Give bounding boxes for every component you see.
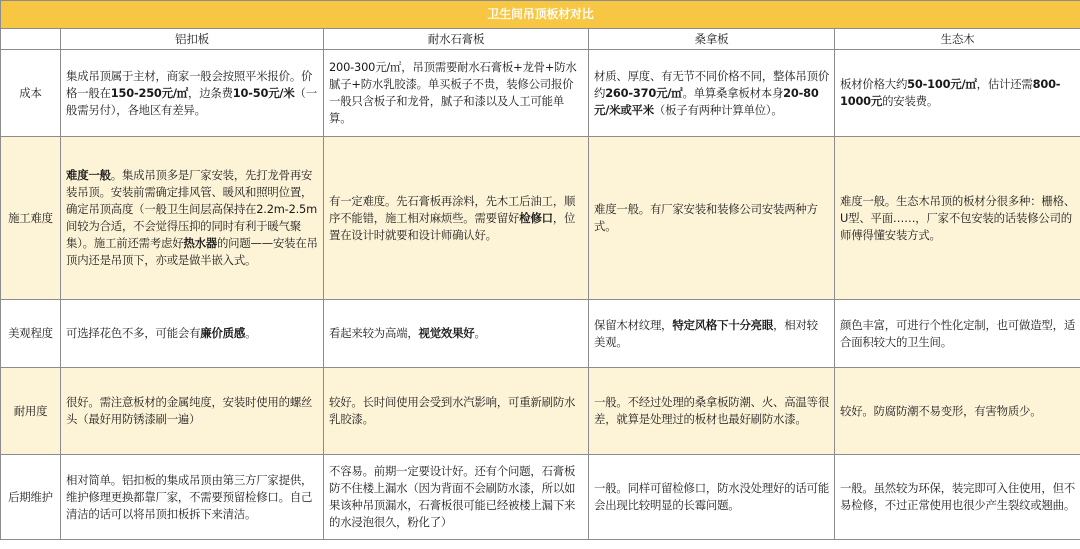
table-cell bbox=[835, 50, 1080, 137]
cell-text bbox=[594, 317, 829, 351]
emphasis-text: 10-50元/米 bbox=[232, 85, 295, 100]
cell-text bbox=[66, 472, 318, 523]
table-cell bbox=[324, 137, 589, 300]
table-cell bbox=[324, 455, 589, 540]
table-cell bbox=[589, 137, 835, 300]
table-title: 卫生间吊顶板材对比 bbox=[1, 1, 1080, 29]
cell-text bbox=[329, 394, 583, 428]
row-maintenance bbox=[1, 455, 1080, 540]
table-cell bbox=[589, 300, 835, 368]
cell-text bbox=[594, 68, 829, 119]
cell-text-segment: 集成吊顶属于主材，商家一般会按照平米报价。价格一般在 bbox=[66, 68, 313, 100]
row-aesthetics bbox=[1, 300, 1080, 368]
column-header-aluminum: 铝扣板 bbox=[61, 29, 324, 50]
row-label-cost: 成本 bbox=[1, 50, 61, 137]
row-label-difficulty: 施工难度 bbox=[1, 137, 61, 300]
cell-text-segment: 较好。长时间使用会受到水汽影响，可重新刷防水乳胶漆。 bbox=[329, 395, 576, 426]
cell-text bbox=[840, 480, 1075, 514]
table-cell bbox=[589, 455, 835, 540]
row-cost bbox=[1, 50, 1080, 137]
table-cell bbox=[589, 368, 835, 455]
cell-text-segment: ，估计还需 bbox=[976, 77, 1033, 91]
cell-text-segment: 。单算桑拿板材本身 bbox=[682, 85, 784, 100]
cell-text bbox=[329, 463, 583, 531]
column-header-sauna-board: 桑拿板 bbox=[589, 29, 835, 50]
cell-text-segment: 相对简单。铝扣板的集成吊顶由第三方厂家提供，维护修理更换都靠厂家，不需要预留检修口。自己清洁的话可以将吊顶扣板拆下来清洁。 bbox=[66, 472, 313, 521]
cell-text-segment: 看起来较为高端， bbox=[329, 326, 419, 340]
cell-text bbox=[840, 76, 1075, 110]
emphasis-text: 热水器 bbox=[183, 236, 217, 250]
cell-text-segment: 可选择花色不多，可能会有 bbox=[66, 326, 201, 340]
cell-text-segment: 一般。虽然较为环保，装完即可入住使用，但不易检修，不过正常使用也很少产生裂纹或翘曲。 bbox=[840, 481, 1076, 512]
table-cell bbox=[61, 300, 324, 368]
header-row bbox=[1, 29, 1080, 50]
cell-text bbox=[66, 167, 318, 269]
cell-text bbox=[594, 394, 829, 428]
cell-text-segment: ，边条费 bbox=[188, 85, 233, 100]
cell-text-segment: 一般。同样可留检修口，防水没处理好的话可能会出现比较明显的长霉问题。 bbox=[594, 481, 830, 512]
cell-text-segment: （一般需另付），各地区有差异。 bbox=[66, 85, 317, 117]
cell-text-segment: 的安装费。 bbox=[882, 94, 939, 108]
emphasis-text: 20-80元/米或平米 bbox=[594, 85, 819, 117]
row-label-maintenance: 后期维护 bbox=[1, 455, 61, 540]
table-cell bbox=[324, 300, 589, 368]
cell-text-segment: 保留木材纹理， bbox=[594, 317, 673, 332]
cell-text-segment: 难度一般。有厂家安装和装修公司安装两种方式。 bbox=[594, 202, 818, 233]
cell-text bbox=[329, 193, 583, 244]
corner-cell bbox=[1, 29, 61, 50]
table-cell bbox=[589, 50, 835, 137]
cell-text-segment: 的问题——安装在吊顶内还是吊顶下，亦或是做半嵌入式。 bbox=[66, 236, 318, 267]
column-header-eco-wood: 生态木 bbox=[835, 29, 1080, 50]
cell-text-segment: （板子有两种计算单位）。 bbox=[653, 102, 783, 117]
cell-text-segment: 一般。不经过处理的桑拿板防潮、火、高温等很差，就算是处理过的板材也最好刷防水漆。 bbox=[594, 395, 830, 426]
emphasis-text: 260-370元/㎡ bbox=[605, 85, 683, 100]
cell-text bbox=[840, 403, 1075, 420]
emphasis-text: 50-100元/㎡ bbox=[907, 77, 977, 91]
emphasis-text: 难度一般 bbox=[66, 168, 111, 182]
cell-text-segment: 颜色丰富，可进行个性化定制，也可做造型，适合面积较大的卫生间。 bbox=[840, 317, 1076, 349]
table-cell bbox=[61, 137, 324, 300]
cell-text bbox=[66, 68, 318, 119]
table-cell bbox=[835, 368, 1080, 455]
cell-text bbox=[594, 201, 829, 235]
table-cell bbox=[835, 300, 1080, 368]
cell-text-segment: 有一定难度。先石膏板再涂料，先木工后油工，顺序不能错，施工相对麻烦些。需要留好 bbox=[329, 193, 576, 225]
row-difficulty bbox=[1, 137, 1080, 300]
table-cell bbox=[324, 368, 589, 455]
cell-text-segment: 较好。防腐防潮不易变形，有害物质少。 bbox=[840, 403, 1042, 418]
cell-text-segment: 。集成吊顶多是厂家安装，先打龙骨再安装吊顶。安装前需确定排风管、暖风和照明位置，确定吊顶高度（一般卫生间层高保持在2.2m-2.5m间较为合适，不会觉得压抑的同时有利于暖气聚集）。施工前还需考虑好 bbox=[66, 168, 317, 250]
row-label-durability: 耐用度 bbox=[1, 368, 61, 455]
cell-text-segment: 板材价格大约 bbox=[840, 77, 908, 91]
cell-text-segment: ，位置在设计时就要和设计师确认好。 bbox=[329, 210, 576, 242]
cell-text bbox=[66, 394, 318, 428]
table-cell bbox=[61, 455, 324, 540]
emphasis-text: 特定风格下十分亮眼 bbox=[672, 317, 774, 332]
table-cell bbox=[835, 455, 1080, 540]
table-cell bbox=[835, 137, 1080, 300]
cell-text-segment: 200-300元/㎡，吊顶需要耐水石膏板+龙骨+防水腻子+防水乳胶漆。单买板子不贵，装修公司报价一般只含板子和龙骨，腻子和漆以及人工可能单算。 bbox=[329, 60, 577, 125]
row-label-aesthetics: 美观程度 bbox=[1, 300, 61, 368]
cell-text bbox=[840, 193, 1075, 244]
table-cell bbox=[324, 50, 589, 137]
column-header-gypsum: 耐水石膏板 bbox=[324, 29, 589, 50]
cell-text-segment: 不容易。前期一定要设计好。还有个问题，石膏板防不住楼上漏水（因为背面不会刷防水漆，所以如果该种吊顶漏水，石膏板很可能已经被楼上漏下来的水浸泡很久，粉化了） bbox=[329, 464, 576, 529]
row-durability bbox=[1, 368, 1080, 455]
table-cell bbox=[61, 50, 324, 137]
emphasis-text: 检修口 bbox=[519, 210, 553, 225]
cell-text bbox=[329, 59, 583, 127]
emphasis-text: 800-1000元 bbox=[840, 77, 1061, 108]
cell-text-segment: 。 bbox=[245, 326, 257, 340]
cell-text bbox=[329, 325, 583, 342]
emphasis-text: 视觉效果好 bbox=[418, 326, 475, 340]
cell-text-segment: 难度一般。生态木吊顶的板材分很多种：栅格、U型、平面……，厂家不包安装的话装修公司的师傅得懂安装方式。 bbox=[840, 193, 1076, 242]
cell-text-segment: 很好。需注意板材的金属纯度，安装时使用的螺丝头（最好用防锈漆刷一遍） bbox=[66, 395, 313, 426]
cell-text-segment: 。 bbox=[474, 326, 486, 340]
emphasis-text: 廉价质感 bbox=[200, 326, 246, 340]
cell-text bbox=[594, 480, 829, 514]
cell-text bbox=[66, 325, 318, 342]
cell-text bbox=[840, 317, 1075, 351]
cell-text-segment: 材质、厚度、有无节不同价格不同，整体吊顶价约 bbox=[594, 68, 830, 100]
emphasis-text: 150-250元/㎡ bbox=[110, 85, 188, 100]
table-cell bbox=[61, 368, 324, 455]
cell-text-segment: ，相对较美观。 bbox=[594, 317, 818, 349]
